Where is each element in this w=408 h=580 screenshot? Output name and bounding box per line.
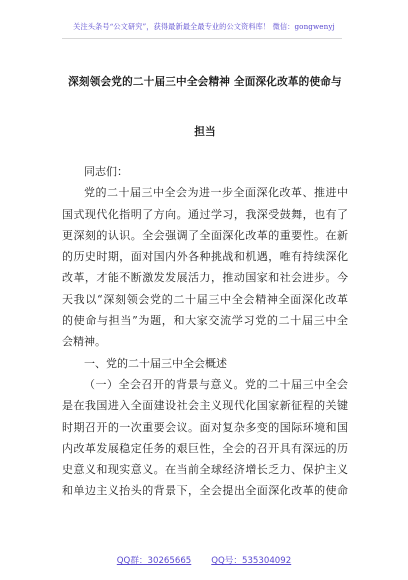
qq-number-link[interactable]: QQ号：535304092 <box>211 556 292 566</box>
paragraph-1-line: 的使命与担当”为题，和大家交流学习党的二十届三中全 <box>62 314 348 328</box>
paragraph-1-line: 的历史时期，面对国内外各种挑战和机遇，唯有持续深化 <box>62 250 348 264</box>
paragraph-1-line: 会精神。 <box>62 335 106 349</box>
paragraph-2-line: 和单边主义抬头的背景下，全会提出全面深化改革的使命 <box>62 484 348 498</box>
paragraph-2-line: 时期召开的一次重要会议。面对复杂多变的国际环境和国 <box>62 420 348 434</box>
document-body <box>62 161 348 502</box>
paragraph-1-line: 党的二十届三中全会为进一步全面深化改革、推进中 <box>84 186 348 200</box>
header-banner: 关注头条号“公文研究”，获得最新最全最专业的公文资料库！ 微信：gongwenyj <box>73 22 335 31</box>
paragraph-1-line: 国式现代化指明了方向。通过学习，我深受鼓舞，也有了 <box>62 207 348 221</box>
paragraph-2-line: 内改革发展稳定任务的艰巨性，全会的召开具有深远的历 <box>62 441 348 455</box>
paragraph-1-line: 天我以“深刻领会党的二十届三中全会精神全面深化改革 <box>62 292 348 306</box>
paragraph-2-line: （一）全会召开的背景与意义。党的二十届三中全会 <box>84 377 348 391</box>
section-1-heading: 一、党的二十届三中全会概述 <box>84 356 227 370</box>
paragraph-1-line: 更深刻的认识。全会强调了全面深化改革的重要性。在新 <box>62 228 348 242</box>
header-divider <box>62 38 342 39</box>
paragraph-2-line: 是在我国进入全面建设社会主义现代化国家新征程的关键 <box>62 399 348 413</box>
paragraph-1-line: 改革，才能不断激发发展活力，推动国家和社会进步。今 <box>62 271 348 285</box>
qq-group-link[interactable]: QQ群：30265665 <box>116 556 192 566</box>
greeting: 同志们： <box>84 165 128 178</box>
paragraph-2-line: 史意义和现实意义。在当前全球经济增长乏力、保护主义 <box>62 463 348 477</box>
document-title-line-2: 担当 <box>194 126 216 138</box>
footer-contact <box>0 554 408 566</box>
document-title-line-1: 深刻领会党的二十届三中全会精神 全面深化改革的使命与 <box>68 76 342 88</box>
